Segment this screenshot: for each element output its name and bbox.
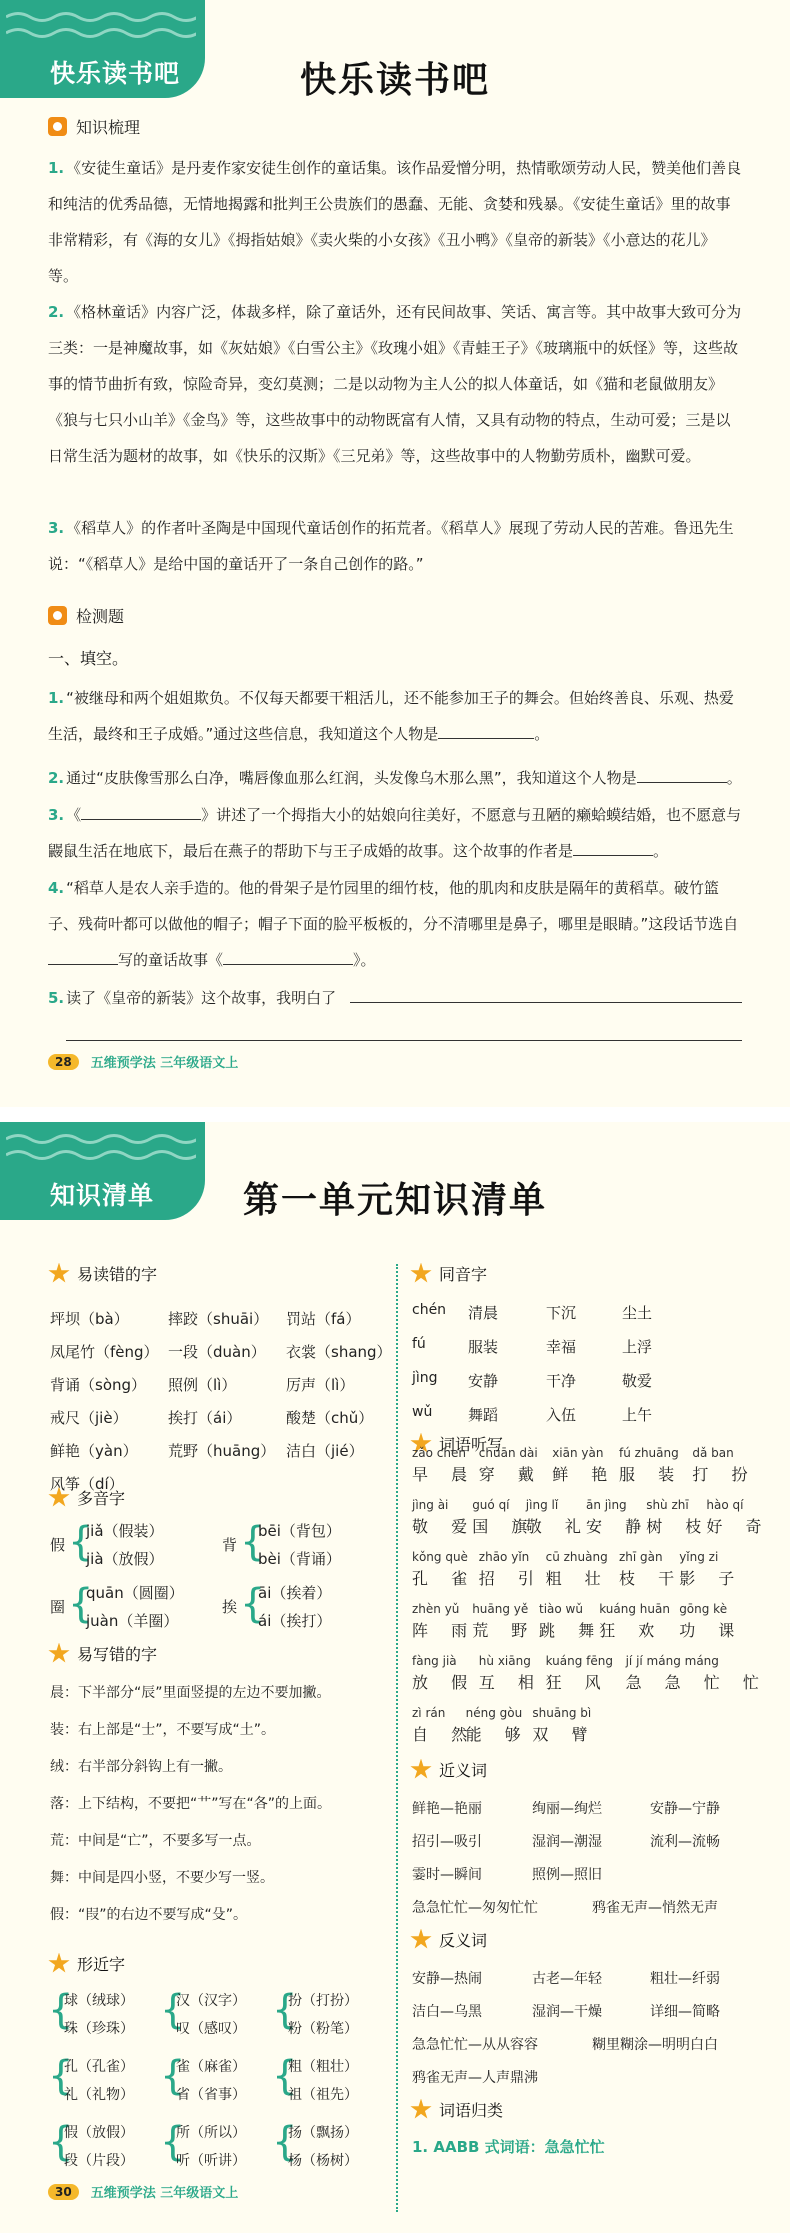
synonym-pair: 霎时—瞬间 [412,1867,482,1883]
polyphonic-reading: jiǎ（假装） [86,1522,164,1540]
page-footer [48,2182,238,2201]
similar-char: 粉（粉笔） [288,2021,358,2037]
question-end: 》。 [353,951,376,969]
brace-icon: { [240,1519,266,1565]
similar-char: 杨（杨树） [288,2153,358,2169]
polyphonic-char: 圈 [50,1598,66,1616]
footer-text: 五维预学法 三年级语文上 [90,1056,239,1071]
miswrite-rule: 假：“叚”的右边不要写成“殳”。 [50,1907,248,1923]
heading-label: 词语听写 [439,1435,504,1454]
homophone-word: 入伍 [546,1406,577,1424]
dictation-pinyin: zhāo yǐn [478,1550,530,1564]
dictation-pinyin: kuáng huān [599,1602,670,1616]
similar-char: 珠（珍珠） [64,2021,134,2037]
question-4 [48,870,744,978]
star-icon [48,1953,70,1975]
brace-icon: { [68,1519,94,1565]
dictation-pinyin: hào qí [706,1498,744,1512]
brace-icon: { [272,2053,298,2099]
question-3 [48,797,744,869]
question-text: “被继母和两个姐姐欺负。不仅每天都要干粗活儿，还不能参加王子的舞会。但始终善良、乐观、热爱生活，最终和王子成婚。”通过这些信息，我知道这个人物是 [48,689,734,743]
similar-char: 礼（礼物） [64,2087,134,2103]
section-icon [48,117,67,136]
answer-blank[interactable] [573,840,653,856]
dictation-word: 孔 雀 [412,1569,477,1588]
dictation-pinyin: jí jí máng máng [625,1654,719,1668]
misread-word: 厉声（lì） [286,1376,355,1394]
homophone-pinyin: wǔ [412,1404,433,1420]
similar-char: 所（所以） [176,2125,246,2141]
polyphonic-reading: ái（挨打） [258,1612,332,1630]
dictation-pinyin: zì rán [412,1706,446,1720]
homophone-pinyin: fú [412,1336,426,1352]
similar-char: 扬（飘扬） [288,2125,358,2141]
dictation-pinyin: gōng kè [679,1602,728,1616]
homophone-word: 上浮 [622,1338,653,1356]
similar-char: 孔（孔雀） [64,2059,134,2075]
polyphonic-char: 挨 [222,1598,238,1616]
knowledge-item-1 [48,150,744,294]
dictation-word: 敬 礼 [525,1517,590,1536]
dictation-word: 安 静 [586,1517,651,1536]
miswrite-rule: 绒：右半部分斜钩上有一撇。 [50,1759,232,1775]
homophone-word: 服装 [468,1338,499,1356]
similar-char: 汉（汉字） [176,1993,246,2009]
answer-blank[interactable] [637,767,727,783]
dictation-word: 服 装 [619,1465,684,1484]
homophone-pinyin: chén [412,1302,447,1318]
miswrite-rule: 舞：中间是四小竖，不要少写一竖。 [50,1870,274,1886]
misread-word: 挨打（ái） [168,1409,242,1427]
synonym-pair: 招引—吸引 [412,1834,482,1850]
dictation-word: 能 够 [465,1725,530,1744]
brace-icon: { [68,1581,94,1627]
misread-word: 酸楚（chǔ） [286,1409,374,1427]
polyphonic-reading: bèi（背诵） [258,1550,341,1568]
tab-label: 快乐读书吧 [50,59,181,88]
star-icon [48,1643,70,1665]
dictation-pinyin: jìng ài [412,1498,449,1512]
heading-homophones [410,1262,487,1285]
polyphonic-char: 背 [222,1536,238,1554]
misread-word: 衣裳（shang） [286,1343,392,1361]
column-divider [396,1264,398,2212]
misread-word: 坪坝（bà） [50,1310,129,1328]
answer-blank[interactable] [48,949,118,965]
antonym-pair: 详细—简略 [650,2004,720,2020]
similar-char: 听（听讲） [176,2153,246,2169]
misread-word: 罚站（fá） [286,1310,361,1328]
dictation-word: 狂 欢 [599,1621,664,1640]
antonym-pair: 洁白—乌黑 [412,2004,482,2020]
page-number: 30 [48,2184,79,2200]
star-icon [410,1759,432,1781]
dictation-word: 树 枝 [646,1517,711,1536]
question-number: 5. [48,989,65,1007]
dictation-word: 互 相 [478,1673,543,1692]
similar-char: 祖（祖先） [288,2087,358,2103]
dictation-word: 双 臂 [532,1725,597,1744]
knowledge-item-3 [48,510,744,582]
question-5 [48,980,744,1016]
wave-decoration [6,10,196,24]
dictation-pinyin: dǎ ban [692,1446,734,1460]
question-number: 1. [48,689,65,707]
dictation-pinyin: cū zhuàng [545,1550,608,1564]
answer-blank[interactable] [81,804,201,820]
answer-line[interactable] [66,1040,742,1041]
dictation-pinyin: yǐng zi [679,1550,719,1564]
question-text: “稻草人是农人亲手造的。他的骨架子是竹园里的细竹枝，他的肌肉和皮肤是隔年的黄稻草。破竹篮子、残荷叶都可以做他的帽子；帽子下面的脸平板板的，分不清哪里是鼻子，哪里是眼睛。”这段话节选自 [48,879,739,933]
similar-char: 扮（打扮） [288,1993,358,2009]
page-number: 28 [48,1054,79,1070]
dictation-word: 粗 壮 [545,1569,610,1588]
brace-icon: { [272,1987,298,2033]
dictation-word: 枝 干 [619,1569,684,1588]
heading-easy-miswrite [48,1642,157,1665]
misread-word: 风筝（dí） [50,1475,124,1493]
synonym-pair: 急急忙忙—匆匆忙忙 [412,1900,538,1916]
dictation-pinyin: fú zhuāng [619,1446,679,1460]
word-category-item-1: 1. AABB 式词语：急急忙忙 [412,2138,605,2156]
similar-char: 段（片段） [64,2153,134,2169]
dictation-pinyin: zhī gàn [619,1550,663,1564]
synonym-pair: 安静—宁静 [650,1801,720,1817]
question-end: 。 [726,769,742,787]
dictation-word: 招 引 [478,1569,543,1588]
dictation-pinyin: zǎo chen [412,1446,466,1460]
antonym-pair: 糊里糊涂—明明白白 [592,2037,718,2053]
dictation-pinyin: tiào wǔ [539,1602,583,1616]
dictation-word: 好 奇 [706,1517,771,1536]
antonym-pair: 湿润—干燥 [532,2004,602,2020]
heading-label: 词语归类 [439,2101,504,2120]
synonym-pair: 湿润—潮湿 [532,1834,602,1850]
page-knowledge-list [0,1122,790,2233]
dictation-pinyin: huāng yě [472,1602,529,1616]
homophone-word: 尘土 [622,1304,653,1322]
question-1 [48,680,744,752]
misread-word: 凤尾竹（fèng） [50,1343,159,1361]
brace-icon: { [160,2119,186,2165]
brace-icon: { [272,2119,298,2165]
question-number: 2. [48,769,65,787]
section-heading-label: 检测题 [76,607,125,626]
similar-char: 叹（感叹） [176,2021,246,2037]
synonym-pair: 照例—照旧 [532,1867,602,1883]
item-number: 3. [48,519,65,537]
similar-char: 球（绒球） [64,1993,134,2009]
heading-label: 多音字 [77,1489,126,1508]
brace-icon: { [48,1987,74,2033]
section-heading-test [48,604,124,627]
dictation-pinyin: fàng jià [412,1654,457,1668]
homophone-pinyin: jìng [412,1370,438,1386]
question-text: 通过“皮肤像雪那么白净，嘴唇像血那么红润，头发像乌木那么黑”，我知道这个人物是 [66,769,637,787]
miswrite-rule: 荒：中间是“亡”，不要多写一点。 [50,1833,261,1849]
homophone-word: 干净 [546,1372,577,1390]
heading-word-category [410,2098,503,2121]
miswrite-rule: 落：上下结构，不要把“艹”写在“各”的上面。 [50,1796,332,1812]
dictation-word: 狂 风 [545,1673,610,1692]
heading-label: 形近字 [77,1955,126,1974]
dictation-word: 影 子 [679,1569,744,1588]
brace-icon: { [48,2053,74,2099]
item-text: 《安徒生童话》是丹麦作家安徒生创作的童话集。该作品爱憎分明，热情歌颂劳动人民，赞美他们善良和纯洁的优秀品德，无情地揭露和批判王公贵族们的愚蠢、无能、贪婪和残暴。《安徒生童话》里的故事非常精彩，有《海的女儿》《拇指姑娘》《卖火柴的小女孩》《丑小鸭》《皇帝的新装》《小意达的花儿》等。 [48,159,742,285]
dictation-pinyin: jìng lǐ [525,1498,559,1512]
antonym-pair: 古老—年轻 [532,1971,602,1987]
dictation-word: 鲜 艳 [552,1465,617,1484]
dictation-word: 荒 野 [472,1621,537,1640]
misread-word: 戒尺（jiè） [50,1409,128,1427]
page-title: 快乐读书吧 [299,60,490,101]
dictation-word: 打 扮 [692,1465,757,1484]
homophone-word: 安静 [468,1372,499,1390]
heading-antonyms [410,1928,487,1951]
polyphonic-reading: quān（圆圈） [86,1584,184,1602]
answer-blank[interactable] [438,723,534,739]
antonym-pair: 鸦雀无声—人声鼎沸 [412,2070,538,2086]
homophone-word: 清晨 [468,1304,499,1322]
question-end: 。 [534,725,550,743]
polyphonic-reading: bēi（背包） [258,1522,341,1540]
item-number: 2. [48,303,65,321]
item-text: 《格林童话》内容广泛，体裁多样，除了童话外，还有民间故事、笑话、寓言等。其中故事大致可分为三类：一是神魔故事，如《灰姑娘》《白雪公主》《玫瑰小姐》《青蛙王子》《玻璃瓶中的妖怪》等，这些故事的情节曲折有致，惊险奇异，变幻莫测；二是以动物为主人公的拟人体童话，如《猫和老鼠做朋友》《狼与七只小山羊》《金鸟》等，这些故事中的动物既富有人情，又具有动物的特点，生动可爱；三是以日常生活为题材的故事，如《快乐的汉斯》《三兄弟》等，这些故事中的人物勤劳质朴，幽默可爱。 [48,303,742,465]
polyphonic-reading: āi（挨着） [258,1584,332,1602]
question-2 [48,760,744,796]
heading-label: 同音字 [439,1265,488,1284]
antonym-pair: 安静—热闹 [412,1971,482,1987]
page-happy-reading [0,0,790,1107]
dictation-pinyin: ān jìng [586,1498,627,1512]
item-text: 《稻草人》的作者叶圣陶是中国现代童话创作的拓荒者。《稻草人》展现了劳动人民的苦难。鲁迅先生说：“《稻草人》是给中国的童话开了一条自己创作的路。” [48,519,734,573]
item-number: 1. [48,159,65,177]
page-gap [0,1107,790,1122]
dictation-word: 国 旗 [472,1517,537,1536]
misread-word: 背诵（sòng） [50,1376,147,1394]
dictation-pinyin: zhèn yǔ [412,1602,460,1616]
misread-word: 洁白（jié） [286,1442,364,1460]
question-text: 写的童话故事《 [118,951,224,969]
question-number: 4. [48,879,65,897]
polyphonic-char: 假 [50,1536,66,1554]
answer-line[interactable] [350,1002,742,1003]
antonym-pair: 粗壮—纤弱 [650,1971,720,1987]
miswrite-rule: 装：右上部是“士”，不要写成“土”。 [50,1722,276,1738]
heading-label: 反义词 [439,1931,488,1950]
dictation-word: 功 课 [679,1621,744,1640]
dictation-word: 急 急 忙 忙 [625,1673,768,1692]
dictation-pinyin: kuáng fēng [545,1654,613,1668]
homophone-word: 敬爱 [622,1372,653,1390]
section-heading-knowledge [48,115,140,138]
brace-icon: { [160,1987,186,2033]
dictation-word: 穿 戴 [478,1465,543,1484]
dictation-pinyin: kǒng què [412,1550,468,1564]
homophone-word: 幸福 [546,1338,577,1356]
heading-label: 易写错的字 [77,1645,158,1664]
section-heading-label: 知识梳理 [76,118,141,137]
dictation-word: 阵 雨 [412,1621,477,1640]
homophone-word: 上午 [622,1406,653,1424]
star-icon [410,1929,432,1951]
tab-label: 知识清单 [50,1181,155,1210]
misread-word: 照例（lì） [168,1376,237,1394]
brace-icon: { [160,2053,186,2099]
question-text: 《 [66,806,82,824]
misread-word: 鲜艳（yàn） [50,1442,138,1460]
antonym-pair: 急急忙忙—从从容容 [412,2037,538,2053]
question-text: 读了《皇帝的新装》这个故事，我明白了 [66,989,337,1007]
polyphonic-reading: juàn（羊圈） [86,1612,179,1630]
synonym-pair: 鲜艳—艳丽 [412,1801,482,1817]
misread-word: 荒野（huāng） [168,1442,276,1460]
dictation-word: 敬 爱 [412,1517,477,1536]
dictation-pinyin: shù zhī [646,1498,689,1512]
dictation-pinyin: xiān yàn [552,1446,604,1460]
dictation-word: 自 然 [412,1725,477,1744]
similar-char: 雀（麻雀） [176,2059,246,2075]
star-icon [410,2099,432,2121]
homophone-word: 舞蹈 [468,1406,499,1424]
dictation-pinyin: guó qí [472,1498,510,1512]
heading-label: 近义词 [439,1761,488,1780]
wave-decoration [6,1132,196,1146]
similar-char: 假（放假） [64,2125,134,2141]
heading-easy-misread [48,1262,157,1285]
dictation-word: 早 晨 [412,1465,477,1484]
dictation-pinyin: néng gòu [465,1706,523,1720]
footer-text: 五维预学法 三年级语文上 [90,2186,239,2201]
heading-similar-chars [48,1952,125,1975]
brace-icon: { [240,1581,266,1627]
dictation-pinyin: chuān dài [478,1446,538,1460]
wave-decoration [6,1148,196,1162]
question-text: 》讲述了一个拇指大小的姑娘向往美好，不愿意与丑陋的癞蛤蟆结婚，也不愿意与鼹鼠生活在地底下，最后在燕子的帮助下与王子成婚的故事。这个故事的作者是 [48,806,742,860]
dictation-pinyin: shuāng bì [532,1706,592,1720]
similar-char: 粗（粗壮） [288,2059,358,2075]
knowledge-item-2 [48,294,744,474]
heading-label: 易读错的字 [77,1265,158,1284]
question-number: 3. [48,806,65,824]
question-end: 。 [653,842,669,860]
dictation-pinyin: hù xiāng [478,1654,531,1668]
synonym-pair: 鸦雀无声—悄然无声 [592,1900,718,1916]
section-icon [48,606,67,625]
brace-icon: { [48,2119,74,2165]
star-icon [410,1263,432,1285]
star-icon [48,1263,70,1285]
misread-word: 摔跤（shuāi） [168,1310,269,1328]
miswrite-rule: 晨：下半部分“辰”里面竖提的左边不要加撇。 [50,1685,331,1701]
dictation-word: 放 假 [412,1673,477,1692]
page-title: 第一单元知识清单 [242,1180,547,1221]
answer-blank[interactable] [223,949,353,965]
polyphonic-reading: jià（放假） [86,1550,164,1568]
misread-word: 一段（duàn） [168,1343,266,1361]
similar-char: 省（省事） [176,2087,246,2103]
page-footer [48,1052,238,1071]
homophone-word: 下沉 [546,1304,577,1322]
heading-synonyms [410,1758,487,1781]
synonym-pair: 流利—流畅 [650,1834,720,1850]
wave-decoration [6,26,196,40]
dictation-word: 跳 舞 [539,1621,604,1640]
fill-in-heading: 一、填空。 [48,649,129,668]
synonym-pair: 绚丽—绚烂 [532,1801,602,1817]
